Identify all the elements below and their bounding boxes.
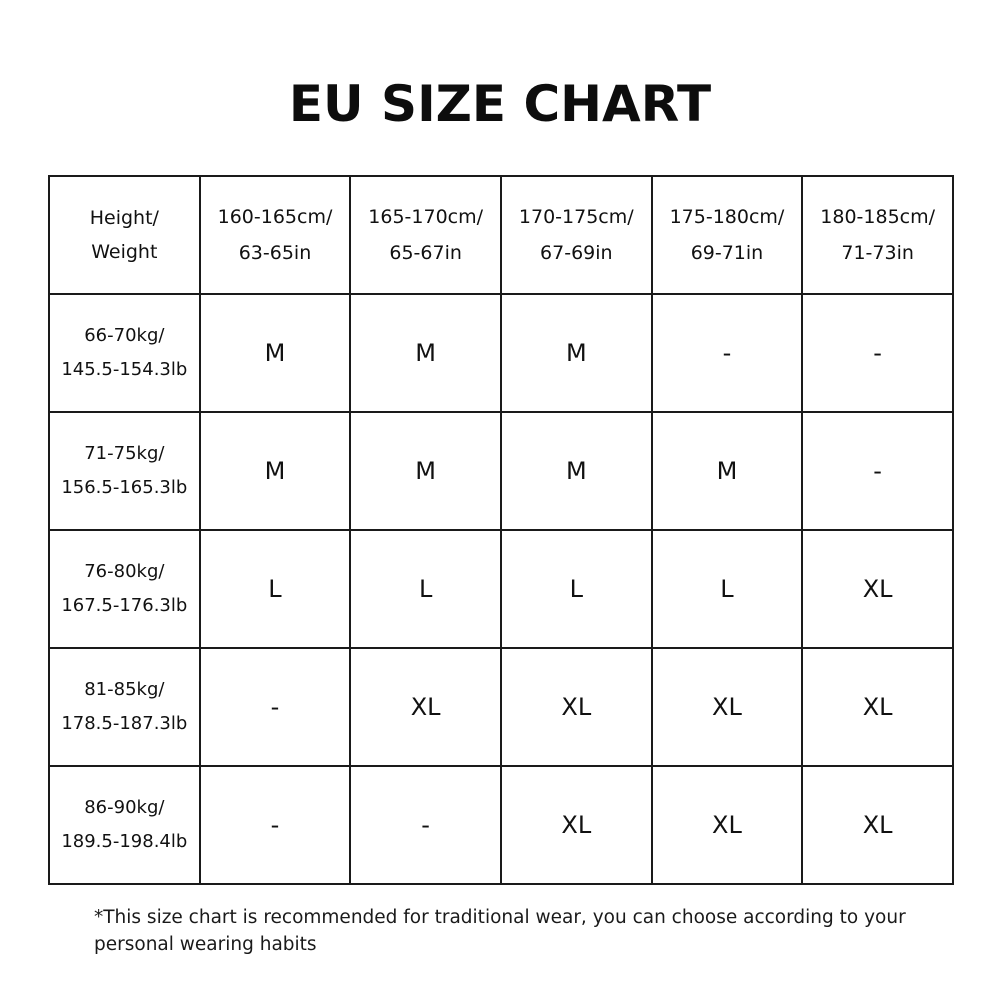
size-cell: M bbox=[501, 412, 652, 530]
size-cell: M bbox=[350, 294, 501, 412]
size-cell: L bbox=[652, 530, 803, 648]
table-header-row bbox=[49, 176, 953, 294]
size-cell: - bbox=[802, 294, 953, 412]
height-header-cell: 165-170cm/ 65-67in bbox=[350, 176, 501, 294]
size-cell: XL bbox=[802, 530, 953, 648]
size-cell: L bbox=[350, 530, 501, 648]
height-header-cell: 175-180cm/ 69-71in bbox=[652, 176, 803, 294]
size-cell: XL bbox=[802, 648, 953, 766]
size-cell: XL bbox=[652, 766, 803, 884]
size-cell: XL bbox=[501, 766, 652, 884]
size-cell: M bbox=[200, 412, 351, 530]
size-cell: XL bbox=[501, 648, 652, 766]
size-cell: XL bbox=[350, 648, 501, 766]
table-row bbox=[49, 294, 953, 412]
size-cell: - bbox=[200, 648, 351, 766]
size-cell: XL bbox=[652, 648, 803, 766]
size-cell: - bbox=[350, 766, 501, 884]
size-cell: L bbox=[501, 530, 652, 648]
size-cell: XL bbox=[802, 766, 953, 884]
weight-row-label: 76-80kg/ 167.5-176.3lb bbox=[49, 530, 200, 648]
weight-row-label: 66-70kg/ 145.5-154.3lb bbox=[49, 294, 200, 412]
size-cell: - bbox=[802, 412, 953, 530]
weight-row-label: 86-90kg/ 189.5-198.4lb bbox=[49, 766, 200, 884]
page-title: EU SIZE CHART bbox=[288, 75, 712, 133]
weight-row-label: 71-75kg/ 156.5-165.3lb bbox=[49, 412, 200, 530]
size-cell: - bbox=[652, 294, 803, 412]
size-cell: L bbox=[200, 530, 351, 648]
table-row bbox=[49, 648, 953, 766]
size-cell: M bbox=[200, 294, 351, 412]
size-cell: M bbox=[652, 412, 803, 530]
table-row bbox=[49, 412, 953, 530]
size-cell: - bbox=[200, 766, 351, 884]
table-row bbox=[49, 766, 953, 884]
table-row bbox=[49, 530, 953, 648]
corner-header-cell: Height/ Weight bbox=[49, 176, 200, 294]
size-cell: M bbox=[350, 412, 501, 530]
size-cell: M bbox=[501, 294, 652, 412]
footnote: *This size chart is recommended for traditional wear, you can choose according to your personal wearing habits bbox=[94, 907, 906, 955]
height-header-cell: 180-185cm/ 71-73in bbox=[802, 176, 953, 294]
size-chart-table bbox=[48, 175, 954, 885]
weight-row-label: 81-85kg/ 178.5-187.3lb bbox=[49, 648, 200, 766]
height-header-cell: 160-165cm/ 63-65in bbox=[200, 176, 351, 294]
height-header-cell: 170-175cm/ 67-69in bbox=[501, 176, 652, 294]
